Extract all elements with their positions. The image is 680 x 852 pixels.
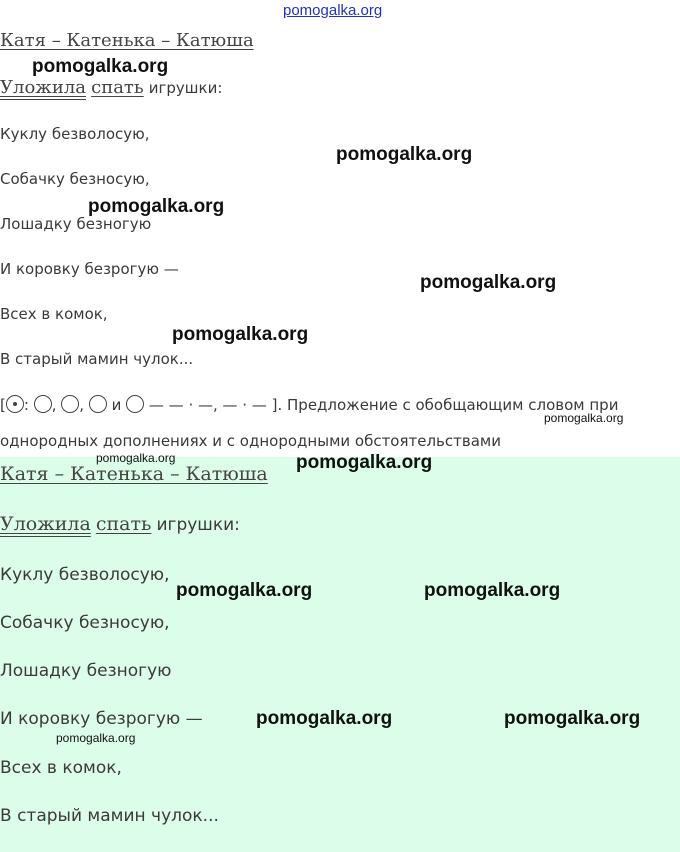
predicate-word: спать xyxy=(91,77,144,98)
subject-word: Уложила xyxy=(0,77,87,98)
poem-line: В старый мамин чулок... xyxy=(0,806,219,826)
object-word: игрушки: xyxy=(156,515,240,535)
first-line xyxy=(0,513,240,535)
scheme-description: Предложение с обобщающим словом при xyxy=(287,396,619,414)
poem-title: Катя – Катенька – Катюша xyxy=(0,463,268,485)
poem-line: И коровку безрогую — xyxy=(0,709,203,729)
watermark: pomogalka.org xyxy=(420,272,557,293)
scheme-description-line-2: однородных дополнениях и с однородными обстоятельствами xyxy=(0,432,501,450)
generalizing-word-circle-icon xyxy=(6,395,24,413)
watermark: pomogalka.org xyxy=(336,144,473,165)
watermark: pomogalka.org xyxy=(424,580,561,601)
watermark: pomogalka.org xyxy=(32,56,169,77)
watermark: pomogalka.org xyxy=(504,708,641,729)
poem-line: Всех в комок, xyxy=(0,305,108,323)
scheme-dashes: — — · —, — · — xyxy=(148,396,267,414)
watermark: pomogalka.org xyxy=(176,580,313,601)
scheme-and: и xyxy=(111,396,122,414)
poem-line: Собачку безносую, xyxy=(0,613,170,633)
first-line xyxy=(0,77,222,98)
predicate-word: спать xyxy=(95,513,152,535)
watermark: pomogalka.org xyxy=(96,451,176,465)
homogeneous-circle-icon xyxy=(61,395,79,413)
poem-line: В старый мамин чулок... xyxy=(0,350,194,368)
homogeneous-circle-icon xyxy=(89,395,107,413)
scheme-bracket-open: [ xyxy=(0,396,6,414)
subject-word: Уложила xyxy=(0,513,91,535)
watermark: pomogalka.org xyxy=(296,452,433,473)
scheme-bracket-close: ]. xyxy=(271,396,283,414)
poem-line: Всех в комок, xyxy=(0,758,122,778)
poem-line: Собачку безносую, xyxy=(0,170,150,188)
poem-line: Лошадку безногую xyxy=(0,215,152,233)
scheme-comma: , xyxy=(79,396,85,414)
object-word: игрушки: xyxy=(148,79,223,97)
poem-line: И коровку безрогую — xyxy=(0,260,179,278)
poem-title: Катя – Катенька – Катюша xyxy=(0,30,254,51)
watermark: pomogalka.org xyxy=(256,708,393,729)
watermark-top: pomogalka.org xyxy=(283,2,383,19)
sentence-scheme: [ : , , и — — · —, — · — ]. Предложение с обобщающим словом при xyxy=(0,396,619,414)
watermark: pomogalka.org xyxy=(56,731,136,745)
poem-line: Куклу безволосую, xyxy=(0,565,170,585)
homogeneous-circle-icon xyxy=(126,395,144,413)
watermark: pomogalka.org xyxy=(88,196,225,217)
watermark: pomogalka.org xyxy=(544,411,624,425)
scheme-comma: , xyxy=(51,396,57,414)
poem-line: Куклу безволосую, xyxy=(0,125,150,143)
homogeneous-circle-icon xyxy=(34,395,52,413)
watermark: pomogalka.org xyxy=(172,324,309,345)
poem-line: Лошадку безногую xyxy=(0,661,172,681)
